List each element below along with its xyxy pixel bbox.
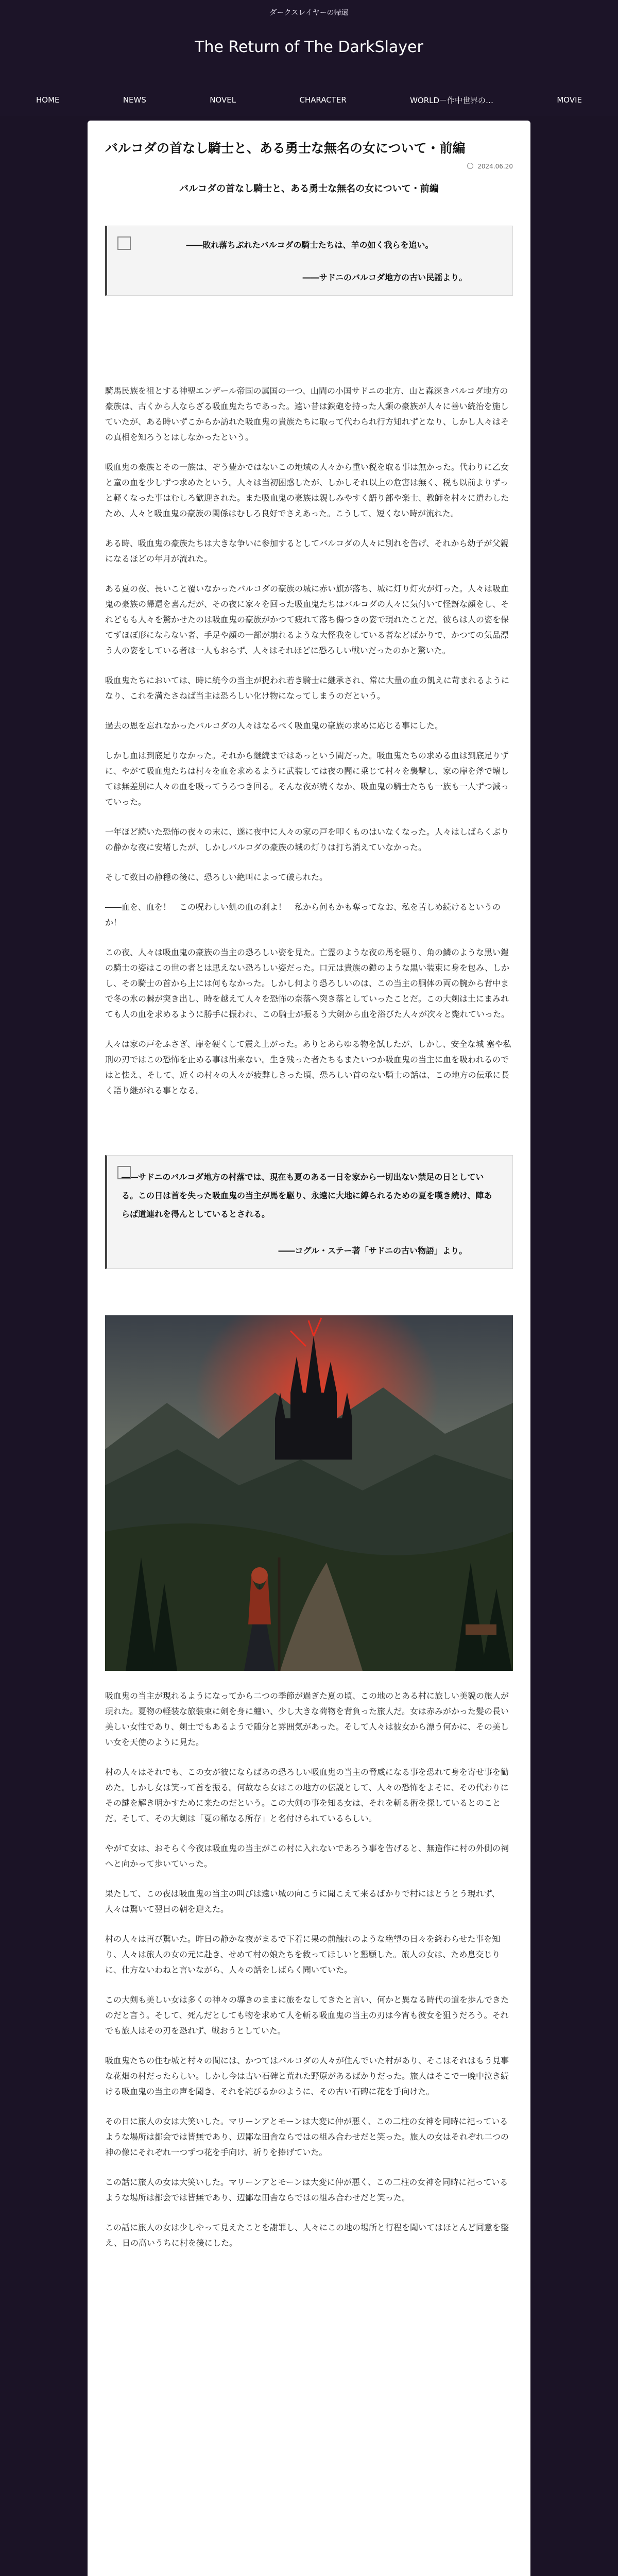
- spacer: [105, 296, 513, 383]
- nav-news[interactable]: NEWS: [123, 95, 146, 105]
- quote-icon: [117, 236, 131, 250]
- nav-character[interactable]: CHARACTER: [299, 95, 347, 105]
- article-card: [88, 121, 530, 2576]
- article-body-part2: [105, 1688, 513, 2251]
- paragraph: 果たして、この夜は吸血鬼の当主の叫びは遠い城の向こうに聞こえて来るばかりで村にはとうとう現れず、人々は驚いて翌日の朝を迎えた。: [105, 1889, 500, 1914]
- paragraph: この大剣も美しい女は多くの神々の導きのままに旅をなしてきたと言い、何かと異なる時代の道を歩んできたのだと言う。そして、死んだとしても物を求めて人を斬る吸血鬼の当主の刃は今宵も彼女を狙うだろう。それでも旅人はその刃を恐れず、戦おうとしていた。: [105, 1995, 509, 2036]
- dark-castle-illustration: [105, 1315, 513, 1671]
- quote-text: ――サドニのバルコダ地方の村落では、現在も夏のある一日を家から一切出ない禁足の日としている。この日は首を失った吸血鬼の当主が馬を駆り、永遠に大地に縛られるための夏を嘆き続け、陣あらば道連れを得んとしているとされる。: [122, 1172, 492, 1219]
- paragraph: しかし血は到底足りなかった。それから継続まではあっという間だった。吸血鬼たちの求める血は到底足りずに、やがて吸血鬼たちは村々を血を求めるように武装しては夜の闇に乗じて村々を襲撃し、家の扉を斧で壊しては無差別に人々の血を吸ってうろつき回る。そんな夜が続くなか、吸血鬼の騎士たちも一族も一人ずつ減っていった。: [105, 751, 509, 807]
- paragraph: 騎馬民族を祖とする神聖エンデール帝国の属国の一つ、山間の小国サドニの北方、山と森深きバルコダ地方の豪族は、古くから人ならざる吸血鬼たちであった。遠い昔は鉄砲を持った人類の豪族が人々に善い統治を施していたが、ある時いずこからか訪れた吸血鬼の貴族たちに取って代わられ行方知れずとなり、しかし人々はその真相を知ろうとはしなかったという。: [105, 386, 509, 442]
- quote-citation: ――サドニのバルコダ地方の古い民謡より。: [302, 273, 467, 282]
- main-nav: [0, 84, 618, 116]
- paragraph: そして数日の静穏の後に、恐ろしい絶叫によって破られた。: [105, 872, 328, 882]
- paragraph: 吸血鬼の豪族とその一族は、ぞう豊かではないこの地域の人々から重い税を取る事は無かった。代わりに乙女と童の血を少しずつ求めたという。人々は当初困惑したが、しかしそれ以上の危害は無く、税も以前よりずっと軽くなった事はむしろ歓迎された。また吸血鬼の豪族は親しみやすく語り部や楽士、教師を村々に遣わしたため、人々と吸血鬼の豪族の関係はむしろ良好でさえあった。こうして、短くない時が流れた。: [105, 462, 509, 518]
- clock-icon: [467, 163, 473, 169]
- epigraph-quote: [105, 226, 513, 296]
- paragraph: この話に旅人の女は大笑いした。マリーンアとモーンは大変に仲が悪く、この二柱の女神を同時に祀っているような場所は都会では皆無であり、辺鄙な田舎ならではの組み合わせだと笑った。: [105, 2177, 508, 2202]
- paragraph: 吸血鬼たちの住む城と村々の間には、かつてはバルコダの人々が住んでいた村があり、そこはそれはもう見事な花畑の村だったらしい。しかし今は古い石碑と荒れた野原があるばかりだった。旅人はそこで一晩中泣き続ける吸血鬼の当主の声を聞き、それを詫びるかのように、その古い石碑に花を手向けた。: [105, 2056, 509, 2096]
- paragraph: 過去の恩を忘れなかったバルコダの人々はなるべく吸血鬼の豪族の求めに応じる事にした。: [105, 721, 443, 731]
- nav-home[interactable]: HOME: [36, 95, 60, 105]
- paragraph: この話に旅人の女は少しやって見えたことを謝罪し、人々にこの地の場所と行程を聞いてはほとんど同意を整え、日の高いうちに村を後にした。: [105, 2223, 509, 2248]
- paragraph: 人々は家の戸をふさぎ、扉を硬くして震え上がった。ありとあらゆる物を試したが、しかし、安全な城 塞や私刑の刃ではこの恐怖を止める事は出来ない。生き残った者たちもまたいつか吸血鬼の当主に血を吸われるのではと怯え、そして、近くの村々の人々が疲弊しきった頃、恐ろしい首のない騎士の話は、この地方の伝承に長く語り継がれる事となる。: [105, 1039, 511, 1095]
- quote-citation: ――コグル・ステー著「サドニの古い物語」より。: [278, 1246, 467, 1256]
- paragraph: ある時、吸血鬼の豪族たちは大きな争いに参加するとしてバルコダの人々に別れを告げ、それから幼子が父親になるほどの年月が流れた。: [105, 538, 509, 564]
- site-subtitle: ダークスレイヤーの帰還: [269, 9, 349, 17]
- quote-text: ――敗れ落ちぶれたバルコダの騎士たちは、羊の如く我らを追い。: [186, 240, 434, 250]
- paragraph: 村の人々はそれでも、この女が彼にならばあの恐ろしい吸血鬼の当主の脅威になる事を恐れて身を寄せ事を勧めた。しかし女は笑って首を振る。何故なら女はこの地方の伝説として、人々の恐怖をよそに、その代わりにその謎を解き明かすために来たのだという。この大剣の事を知る女は、それを斬る術を探しているとのことだ。そして、その大剣は「夏の稀なる所存」と名付けられているらしい。: [105, 1767, 509, 1823]
- nav-world[interactable]: WORLD－作中世界の…: [410, 95, 494, 105]
- paragraph: 村の人々は再び驚いた。昨日の静かな夜がまるで下着に果の前触れのような絶望の日々を終わらせた事を知り、人々は旅人の女の元に赴き、せめて村の娘たちを救ってほしいと懇願した。旅人の女は、ため息交じりに、仕方ないわねと言いながら、人々の話をしばらく聞いていた。: [105, 1934, 501, 1975]
- site-header: [0, 0, 618, 116]
- article-body-part1: [105, 383, 513, 1098]
- paragraph: 吸血鬼の当主が現れるようになってから二つの季節が過ぎた夏の頃、この地のとある村に旅しい美貌の旅人が現れた。夏物の軽装な旅装束に剣を身に纏い、少し大きな荷物を背負った旅人だ。女は赤みがかった髪の長い美しい女性であり、剣士でもあるようで随分と雰囲気があった。そして人々は彼女から漂う何かに、その美しい女を天使のように見た。: [105, 1691, 509, 1747]
- paragraph: その日に旅人の女は大笑いした。マリーンアとモーンは大変に仲が悪く、この二柱の女神を同時に祀っているような場所は都会では皆無であり、辺鄙な田舎ならではの組み合わせだと笑った。旅人の女はそれぞれ二つの神の像にそれぞれ一つずつ花を手向け、祈りを捧げていた。: [105, 2116, 509, 2157]
- folklore-quote: [105, 1155, 513, 1269]
- article-subheading: バルコダの首なし騎士と、ある勇士な無名の女について・前編: [179, 183, 439, 194]
- paragraph: やがて女は、おそらく今夜は吸血鬼の当主がこの村に入れないであろう事を告げると、無造作に村の外側の祠へと向かって歩いていった。: [105, 1843, 509, 1869]
- nav-novel[interactable]: NOVEL: [210, 95, 236, 105]
- paragraph: ある夏の夜、長いこと覆いなかったバルコダの豪族の城に赤い旗が落ち、城に灯り灯火が灯った。人々は吸血鬼の豪族の帰還を喜んだが、その夜に家々を回った吸血鬼たちはバルコダの人々に気付いて怪訝な顔をし、それどもも人々を驚かせたのは吸血鬼の豪族がかつて疲れて落ち傷つきの姿で現れたことだ。彼らは人の姿を保てずほぼ形にならない者、手足や顔の一部が崩れるような大怪我をしている者などばかりで、かつての気品漂う人の姿をしている者は一人もおらず、人々はそれほどに恐ろしい戦いだったのかと驚いた。: [105, 584, 509, 655]
- post-date: [105, 163, 513, 170]
- paragraph: 一年ほど続いた恐怖の夜々の末に、遂に夜中に人々の家の戸を叩くものはいなくなった。人々はしばらくぶりの静かな夜に安堵したが、しかしバルコダの豪族の城の灯りは打ち消えていなかった。: [105, 827, 509, 852]
- quote-icon: [117, 1166, 131, 1179]
- post-title: バルコダの首なし騎士と、ある勇士な無名の女について・前編: [105, 141, 466, 156]
- post-date-text: 2024.06.20: [477, 163, 513, 170]
- paragraph: ――血を、血を！ この呪わしい飢の血の刹よ！ 私から何もかも奪ってなお、私を苦しめ続けるというのか！: [105, 902, 501, 927]
- paragraph: この夜、人々は吸血鬼の豪族の当主の恐ろしい姿を見た。亡霊のような夜の馬を駆り、角の鱗のような黒い鎧の騎士の姿はこの世の者とは思えない恐ろしい姿だった。口元は貴族の鎧のような黒い装束に身を包み、しかし、その騎士の首から上には何もなかった。しかし何より恐ろしいのは、この当主の胴体の両の腕から背中まで冬の氷の棘が突き出し、時を越えて人々を恐怖の奈落へ突き落としていったことだ。この大剣は土にまみれても人の血を求めるように勝手に振われ、この騎士が振るう大剣から血を浴びた人々が次々と斃れていった。: [105, 947, 509, 1019]
- paragraph: 吸血鬼たちにおいては、時に統今の当主が捉われ若き騎士に継承され、常に大量の血の飢えに苛まれるようになり、これを満たさねば当主は恐ろしい化け物になってしまうのだという。: [105, 675, 509, 701]
- illustration: [105, 1315, 513, 1671]
- site-title[interactable]: The Return of The DarkSlayer: [195, 38, 423, 56]
- nav-movie[interactable]: MOVIE: [557, 95, 582, 105]
